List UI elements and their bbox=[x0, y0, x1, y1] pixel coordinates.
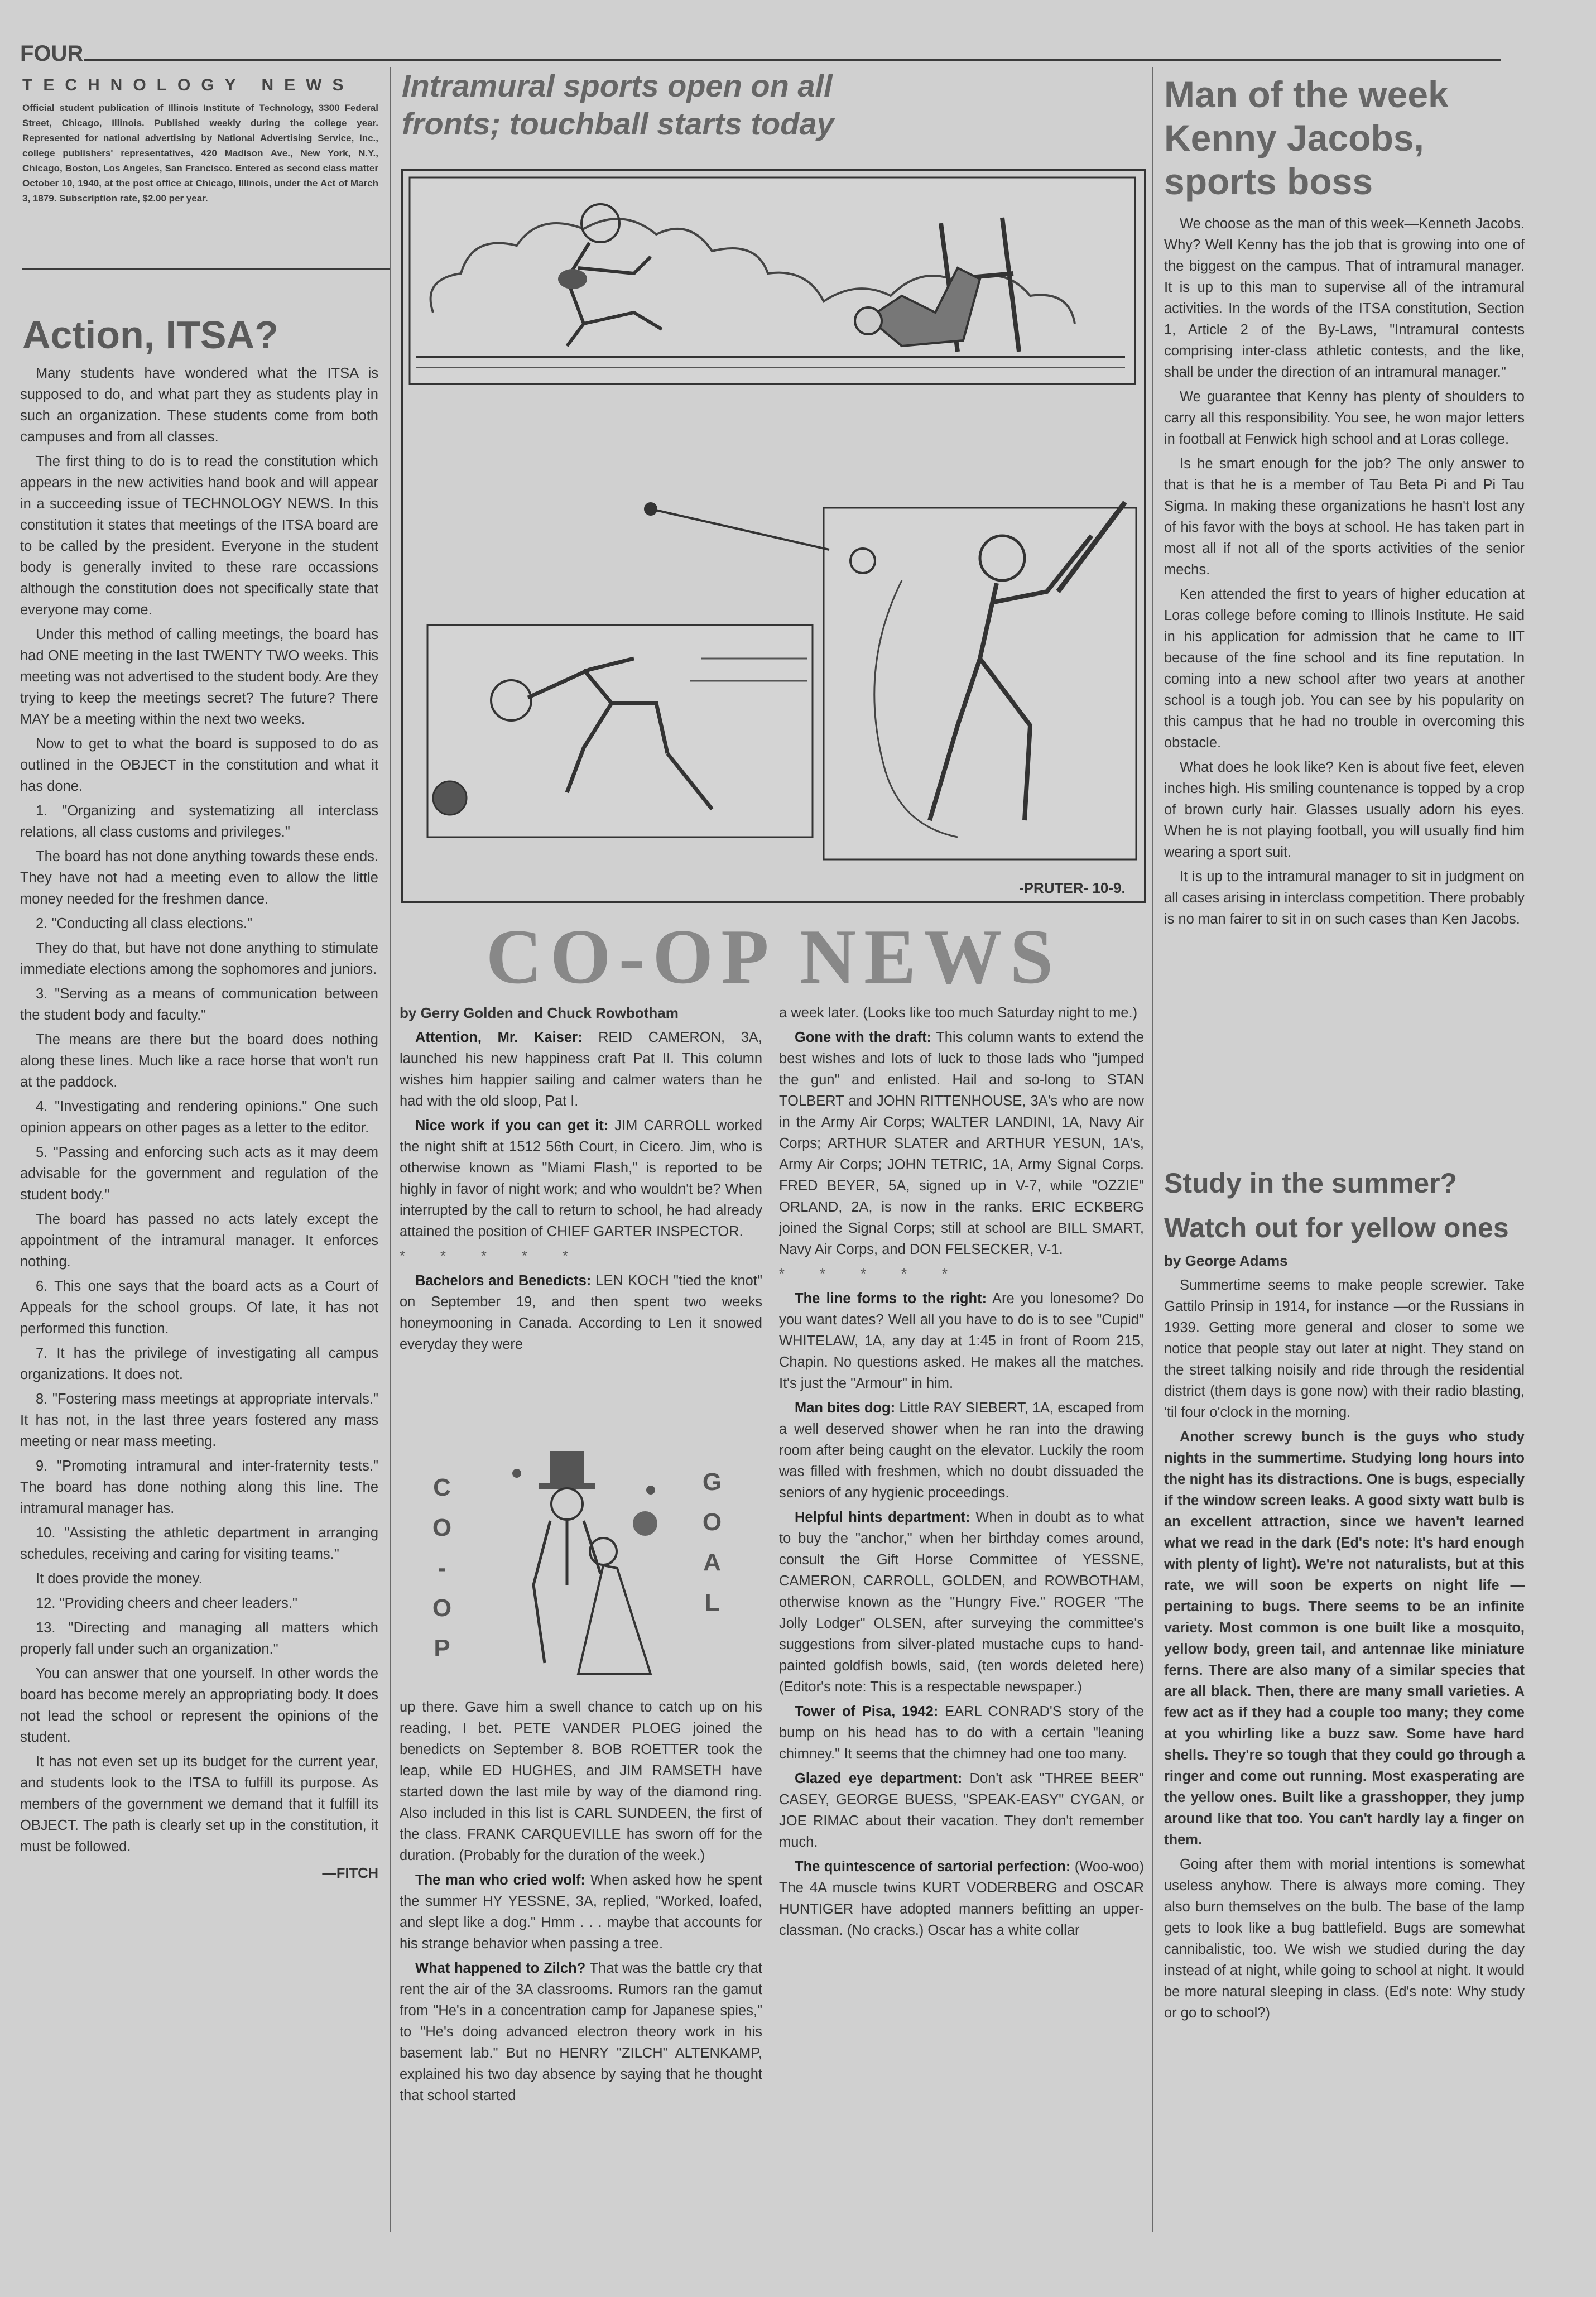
coop-item bbox=[779, 1856, 1144, 1941]
itsa-para: The board has not done anything towards these ends. They have not had a meeting even to allow the little money needed for the freshmen dance. bbox=[20, 849, 378, 907]
man-of-week-article bbox=[1164, 213, 1525, 1145]
study-para: Another screwy bunch is the guys who study nights in the summertime. Studying long hours into the night has its distractions. One is bugs, especially if the window screen leaks. A good sixty watt bulb is an excellent attraction, since we haven't learned what we read in the dark (Ed's note: It's hard enough with plenty of light). We're not naturalists, but at this rate, we will soon be experts on night life —pertaining to bugs. There seems to be an infinite variety. Most common is one built like a mosquito, yellow body, green tail, and antennae like miniature ferns. There are also many of a similar species that are all black. Then, there are many small varieties. A few act as if they had a couple too many; they come at you whirling like a buzz saw. Some have hard shells. They're so tough that they could go through a ringer and come out running. Most exasperating are the yellow ones. Built like a grasshopper, they jump around like that too. You can't hardly lay a finger on them. bbox=[1164, 1429, 1525, 1848]
masthead-info: Official student publication of Illinois Institute of Technology, 3300 Federal Street, Chicago, Illinois. Published weekly during the college year. Represented for national advertising by National Advertising Service, Inc., college publishers' representatives, 420 Madison Ave., New York, N.Y., Chicago, Boston, Los Angeles, San Francisco. Entered as second class matter October 10, 1940, at the post office at Chicago, Illinois, under the Act of March 3, 1879. Subscription rate, $2.00 per year. bbox=[22, 103, 378, 204]
coop-item-lead: Nice work if you can get it: bbox=[415, 1118, 609, 1133]
goal-letter: O bbox=[432, 1514, 452, 1541]
masthead-title: TECHNOLOGY NEWS bbox=[22, 76, 354, 94]
goal-letter: - bbox=[438, 1554, 446, 1582]
sports-headline bbox=[402, 67, 834, 143]
itsa-para: 10. "Assisting the athletic department in arranging schedules, receiving and caring for visiting teams." bbox=[20, 1525, 378, 1562]
bouquet bbox=[633, 1511, 657, 1536]
soccer-panel bbox=[427, 625, 813, 837]
wedding-couple-drawing bbox=[483, 1440, 684, 1685]
goal-letter: O bbox=[432, 1594, 452, 1622]
coop-item-text: REID CAMERON, 3A, launched his new happiness craft Pat II. This column wishes him happier sailing and calmer waters than he had with the old sloop, Pat I. bbox=[400, 1030, 762, 1109]
coop-item-text: JIM CARROLL worked the night shift at 1512 56th Court, in Cicero. Jim, who is otherwise known as "Miami Flash," is reported to be highly in favor of night work; and who wouldn't be? When interrupted by the call to return to school, he had already attained the position of CHIEF GARTER INSPECTOR. bbox=[400, 1118, 762, 1239]
goal-letter: L bbox=[704, 1589, 720, 1616]
soccer-ball bbox=[433, 781, 467, 815]
top-rule bbox=[84, 59, 1501, 61]
man-of-week-headline bbox=[1164, 73, 1449, 203]
groom-figure bbox=[533, 1521, 600, 1663]
itsa-para: 3. "Serving as a means of communication between the student body and faculty." bbox=[20, 986, 378, 1023]
coop-item-lead: Man bites dog: bbox=[795, 1400, 896, 1416]
mow-para: We choose as the man of this week—Kenneth Jacobs. Why? Well Kenny has the job that is growing into one of the biggest on the campus. That of intramural manager. It is up to this man to supervise all of the intramural activities. In the words of the ITSA constitution, Section 1, Article 2 of the By-Laws, "Intramural contests comprising inter-class athletic contests, and the like, shall be under the direction of an intramural manager." bbox=[1164, 216, 1525, 380]
itsa-para: Under this method of calling meetings, the board has had ONE meeting in the last TWENTY TWO weeks. This meeting was not advertised to the student body. Are they trying to keep the meetings secret? The future? There MAY be a meeting within the next two weeks. bbox=[20, 627, 378, 727]
sports-headline-line1: Intramural sports open on all bbox=[402, 68, 833, 103]
headline-line: Man of the week bbox=[1164, 74, 1449, 115]
coop-stars: * * * * * bbox=[779, 1266, 963, 1282]
coop-item-text: When in doubt as to what to buy the "anchor," when her birthday comes around, consult the Gift Horse Committee of YESSNE, CAMERON, CARROLL, GOLDEN, and ROWBOTHAM, otherwise known as the "Hungry Five." ROGER "The Jolly Lodger" OLSEN, after surveying the committee's suggestions from silver-plated mustache cups to hand-painted goldfish bowls, said, (ten words deleted here) (Editor's note: This is a respectable newspaper.) bbox=[779, 1510, 1144, 1695]
coop-item-text: LEN KOCH "tied the knot" on September 19, and then spent two weeks honeymooning in Canada. According to Len it snowed everyday they were bbox=[400, 1273, 762, 1352]
touchball-panel bbox=[410, 177, 1135, 384]
itsa-para: Many students have wondered what the ITSA is supposed to do, and what part they as students play in such an organization. These students come from both campuses and from all classes. bbox=[20, 366, 378, 445]
column-rule-1 bbox=[390, 67, 391, 2232]
goal-letter: G bbox=[702, 1468, 722, 1496]
coop-item bbox=[779, 1027, 1144, 1260]
action-itsa-article bbox=[20, 363, 378, 2210]
coop-column-2 bbox=[779, 1002, 1144, 2219]
goal-letter: O bbox=[702, 1508, 722, 1536]
coop-item-lead: Tower of Pisa, 1942: bbox=[795, 1704, 939, 1719]
coop-title-box bbox=[400, 915, 1147, 999]
coop-item-lead: The man who cried wolf: bbox=[415, 1872, 586, 1888]
study-byline: by George Adams bbox=[1164, 1252, 1288, 1269]
coop-item bbox=[400, 1870, 762, 1954]
coop-item-text: That was the battle cry that rent the air of the 3A classrooms. Rumors ran the gamut from "He's in a concentration camp for Japanese spies," to "He's doing advanced electron theory work in his basement lab." But no HENRY "ZILCH" ALTENKAMP, explained his two day absence by saying that he thought that school started bbox=[400, 1960, 762, 2103]
itsa-para: The board has passed no acts lately except the appointment of the intramural manager. It enforces nothing. bbox=[20, 1212, 378, 1270]
coop-item-lead: The line forms to the right: bbox=[795, 1291, 987, 1306]
coop-item-lead: Helpful hints department: bbox=[795, 1510, 970, 1525]
masthead-rule bbox=[22, 268, 391, 270]
coop-item-lead: The quintescence of sartorial perfection: bbox=[795, 1859, 1071, 1875]
coop-item bbox=[779, 1768, 1144, 1853]
study-summer-article bbox=[1164, 1250, 1525, 2232]
coop-item bbox=[779, 1002, 1144, 1023]
coop-title: CO-OP NEWS bbox=[485, 914, 1061, 1000]
sports-cartoon bbox=[400, 167, 1147, 904]
coop-item-text: Are you lonesome? Do you want dates? Well all you have to do is to see "Cupid" WHITELAW, 1A, any day at 1:45 in front of Room 215, Chapin. No questions asked. He makes all the matches. It's just the "Armour" in him. bbox=[779, 1291, 1144, 1391]
itsa-para: It has not even set up its budget for the current year, and students look to the ITSA to fulfill its purpose. As members of the government we demand that it fulfill its OBJECT. The path is clearly set up in the constitution, it must be followed. bbox=[20, 1754, 378, 1854]
itsa-para: It does provide the money. bbox=[36, 1571, 203, 1587]
baseball bbox=[644, 502, 657, 516]
study-para: Summertime seems to make people screwier. Take Gattilo Prinsip in 1914, for instance —or the Russians in 1939. Getting more general and closer to some we notice that people stay out later at night. They stand on the street talking noisily and ride through the residential district (them days is gone now) with their radio blasting, 'til four o'clock in the morning. bbox=[1164, 1277, 1525, 1420]
coop-item bbox=[400, 1115, 762, 1242]
itsa-para: You can answer that one yourself. In other words the board has become merely an appropriating body. It does not lead the school or represent the opinions of the student. bbox=[20, 1666, 378, 1745]
coop-item bbox=[400, 1958, 762, 2106]
itsa-para: 12. "Providing cheers and cheer leaders." bbox=[36, 1596, 297, 1611]
mow-para: Ken attended the first to years of higher education at Loras college before coming to Illinois Institute. He said in his application for admission that he came to IIT because of the fine school and its fine reputation. In coming into a new school after two years at another school is a tough job. You can see by his popularity on this campus that he had no trouble in overcoming this obstacle. bbox=[1164, 587, 1525, 751]
mow-para: Is he smart enough for the job? The only answer to that is that he is a member of Tau Beta Pi and Pi Tau Sigma. In making these organizations he hasn't lost any of his favor with the boys at school. He has taken part in most all if not all of the sports activities of the senior mechs. bbox=[1164, 456, 1525, 578]
column-rule-3 bbox=[1152, 67, 1153, 2232]
coop-item bbox=[779, 1507, 1144, 1698]
itsa-para: Now to get to what the board is supposed to do as outlined in the OBJECT in the constitution and what it has done. bbox=[20, 736, 378, 794]
coop-item bbox=[779, 1701, 1144, 1765]
study-summer-headline bbox=[1164, 1161, 1509, 1250]
itsa-para: 1. "Organizing and systematizing all interclass relations, all class customs and privileges." bbox=[20, 803, 378, 840]
coop-item-text: Little RAY SIEBERT, 1A, escaped from a well deserved shower when he ran into the drawing room after being caught on the elevator. Luckily the room was filled with freshmen, which no doubt dissuaded the seniors of any hygienic proceedings. bbox=[779, 1400, 1144, 1501]
coop-item-text: (Woo-woo) The 4A muscle twins KURT VODERBERG and OSCAR HUNTIGER have adopted manners befitting an upper-classman. (No cracks.) Oscar has a white collar bbox=[779, 1859, 1144, 1938]
study-para: Going after them with morial intentions is somewhat useless anyhow. There is always more coming. They also burn themselves on the bulb. The base of the lamp gets to look like a bug battlefield. Bugs are somewhat cannibalistic, too. We wish we studied during the day instead of at night, while going to school at night. It would be more natural sleeping in class. (Ed's note: Why study or go to school?) bbox=[1164, 1857, 1525, 2021]
goal-letter: C bbox=[433, 1474, 451, 1501]
coop-item bbox=[779, 1288, 1144, 1394]
itsa-para: 9. "Promoting intramural and inter-fraternity tests." The board has done nothing along this line. The intramural manager has. bbox=[20, 1458, 378, 1516]
touchball bbox=[558, 269, 587, 289]
itsa-para: They do that, but have not done anything to stimulate immediate elections among the sophomores and juniors. bbox=[20, 940, 378, 977]
groom-head bbox=[551, 1488, 583, 1520]
itsa-para: 4. "Investigating and rendering opinions." One such opinion appears on other pages as a letter to the editor. bbox=[20, 1099, 378, 1136]
coop-goal-right-letters bbox=[701, 1462, 723, 1623]
coop-item-text: When asked how he spent the summer HY YESSNE, 3A, replied, "Worked, loafed, and slept like a dog." Hmm . . . maybe that accounts for his strange behavior when passing a tree. bbox=[400, 1872, 762, 1952]
coop-column-1-bottom bbox=[400, 1697, 762, 2216]
itsa-para: 5. "Passing and enforcing such acts as it may deem advisable for the government and regulation of the student body." bbox=[20, 1145, 378, 1203]
itsa-signoff: —FITCH bbox=[322, 1866, 378, 1881]
sports-cartoon-drawing bbox=[400, 167, 1147, 904]
coop-item-lead: Glazed eye department: bbox=[795, 1771, 963, 1786]
itsa-para: 8. "Fostering mass meetings at appropriate intervals." It has not, in the last three years fostered any mass meeting or near mass meeting. bbox=[20, 1391, 378, 1449]
headline-line: Watch out for yellow ones bbox=[1164, 1212, 1509, 1243]
coop-item-lead: Attention, Mr. Kaiser: bbox=[415, 1030, 583, 1045]
coop-column-1-top bbox=[400, 1002, 762, 1410]
top-hat bbox=[550, 1451, 584, 1484]
bride-dress bbox=[578, 1565, 651, 1674]
coop-item-text: a week later. (Looks like too much Saturday night to me.) bbox=[779, 1005, 1138, 1021]
action-itsa-headline: Action, ITSA? bbox=[22, 313, 278, 357]
itsa-para: 2. "Conducting all class elections." bbox=[36, 916, 253, 931]
coop-item bbox=[400, 1027, 762, 1112]
coop-goal-left-letters bbox=[431, 1468, 453, 1669]
coop-item-lead: Gone with the draft: bbox=[795, 1030, 932, 1045]
coop-item-text: Don't ask "THREE BEER" CASEY, GEORGE BUESS, "SPEAK-EASY" CYGAN, or JOE RIMAC about their vacation. They don't remember much. bbox=[779, 1771, 1144, 1850]
coop-item-lead: What happened to Zilch? bbox=[415, 1960, 586, 1976]
coop-item-text: This column wants to extend the best wishes and lots of luck to those lads who "jumped the gun" and enlisted. Hail and so-long to STAN TOLBERT and JOHN RITTENHOUSE, 3A's who are now in the Army Air Corps; WALTER LANDINI, 1A, Navy Air Corps; ARTHUR SLATER and ARTHUR YESUN, 1A's, Army Air Corps; JOHN TETRIC, 1A, Army Signal Corps. FRED BEYER, 5A, signed up in V-7, while "OZZIE" ORLAND, 2A, is now in the ranks. ERIC ECKBERG joined the Signal Corps; still at school are BILL SMART, Navy Air Corps, and DON FELSECKER, V-1. bbox=[779, 1030, 1144, 1257]
coop-stars: * * * * * bbox=[400, 1248, 584, 1264]
goal-letter: P bbox=[434, 1635, 450, 1662]
page-number: FOUR bbox=[20, 41, 84, 66]
coop-item bbox=[400, 1270, 762, 1355]
coop-byline: by Gerry Golden and Chuck Rowbotham bbox=[400, 1005, 679, 1021]
sports-headline-line2: fronts; touchball starts today bbox=[402, 106, 834, 141]
itsa-para: 13. "Directing and managing all matters which properly fall under such an organization." bbox=[20, 1620, 378, 1657]
flower bbox=[512, 1469, 521, 1478]
headline-line: Kenny Jacobs, bbox=[1164, 117, 1424, 158]
ball-trajectory bbox=[651, 509, 829, 550]
itsa-para: The first thing to do is to read the constitution which appears in the new activities hand book and will appear in a succeeding issue of TECHNOLOGY NEWS. In this constitution it states that meetings of the ITSA board are to be called by the president. Everyone in the student body is generally invited to these rare occassions although the constitution does not specifically state that everyone may come. bbox=[20, 454, 378, 618]
mow-para: It is up to the intramural manager to sit in judgment on all cases arising in interclass competition. There probably is no man fairer to sit in on such cases than Ken Jacobs. bbox=[1164, 869, 1525, 927]
itsa-para: 6. This one says that the board acts as a Court of Appeals for the school groups. Of late, it has not performed this function. bbox=[20, 1279, 378, 1337]
goal-letter: A bbox=[703, 1549, 721, 1576]
mow-para: We guarantee that Kenny has plenty of shoulders to carry all this responsibility. You see, he won major letters in football at Fenwick high school and at Loras college. bbox=[1164, 389, 1525, 447]
flower bbox=[646, 1486, 655, 1495]
cartoon-signature: -PRUTER- 10-9. bbox=[1019, 880, 1126, 896]
mow-para: What does he look like? Ken is about five feet, eleven inches high. His smiling countenance is topped by a crop of brown curly hair. Glasses usually adorn his eyes. When he is not playing football, you will usually find him wearing a sport suit. bbox=[1164, 760, 1525, 860]
coop-goal-illustration bbox=[400, 1417, 762, 1697]
tackler-head bbox=[855, 307, 882, 334]
coop-item-lead: Bachelors and Benedicts: bbox=[415, 1273, 592, 1289]
itsa-para: 7. It has the privilege of investigating all campus organizations. It does not. bbox=[20, 1345, 378, 1382]
itsa-para: The means are there but the board does nothing along these lines. Much like a race horse that won't run at the paddock. bbox=[20, 1032, 378, 1090]
coop-item-text: EARL CONRAD'S story of the bump on his head has to do with a certain "leaning chimney." It seems that the chimney had one too many. bbox=[779, 1704, 1144, 1762]
coop-item bbox=[400, 1697, 762, 1866]
coop-item bbox=[779, 1397, 1144, 1503]
headline-line: Study in the summer? bbox=[1164, 1167, 1458, 1199]
headline-line: sports boss bbox=[1164, 161, 1373, 202]
coop-item-text: up there. Gave him a swell chance to catch up on his reading, I bet. PETE VANDER PLOEG joined the benedicts on September 8. BOB ROETTER took the leap, while ED HUGHES, and JIM RAMSETH have started down the last mile by way of the diamond ring. Also included in this list is CARL SUNDEEN, the first of the class. FRANK CARQUEVILLE has sworn off for the duration. (Probably for the duration of the week.) bbox=[400, 1699, 762, 1863]
